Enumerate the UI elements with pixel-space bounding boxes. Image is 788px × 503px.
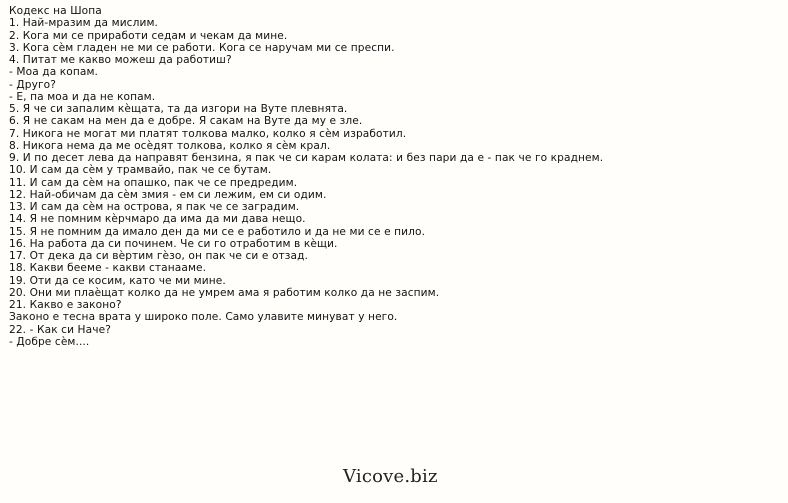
joke-document (9, 5, 781, 348)
text-line: 2. Кога ми се приработи седам и чекам да мине. (9, 29, 288, 42)
text-line: - Добре сѐм.... (9, 335, 90, 348)
text-line: 4. Питат ме какво можеш да работиш? (9, 54, 232, 66)
text-line: - Е, па моа и да не копам. (9, 90, 156, 103)
text-line: 12. Най-обичам да сѐм змия - ем си лежим, ем си одим. (9, 188, 327, 201)
text-line: 17. От дека да си вѐртим гѐзо, он пак че си е отзад. (9, 250, 309, 262)
text-line: 10. И сам да сѐм у трамвайо, пак че се бутам. (9, 164, 272, 177)
text-line: 13. И сам да сѐм на острова, я пак че се заградим. (9, 201, 300, 213)
text-line: 6. Я не сакам на мен да е добре. Я сакам на Вуте да му е зле. (9, 115, 363, 128)
text-line: 7. Никога не могат ми платят толкова малко, колко я сѐм изработил. (9, 127, 407, 140)
site-watermark: Vicove.biz (343, 466, 438, 487)
text-line: 18. Какви бееме - какви станааме. (9, 262, 207, 275)
text-line: Законо е тесна врата у широко поле. Само улавите минуват у него. (9, 311, 398, 324)
text-line: 5. Я че си запалим кѐщата, та да изгори на Вуте плевнята. (9, 103, 348, 115)
text-line: 20. Они ми плаѐщат колко да не умрем ама я работим колко да не заспим. (9, 286, 440, 299)
text-line: 21. Какво е законо? (9, 299, 122, 311)
text-line: 3. Кога сѐм гладен не ми се работи. Кога се наручам ми се преспи. (9, 41, 395, 54)
text-line: 8. Никога нема да ме осѐдят толкова, колко я сѐм крал. (9, 139, 331, 152)
text-line: 11. И сам да сѐм на опашко, пак че се предредим. (9, 176, 298, 189)
text-line: - Моа да копам. (9, 66, 99, 79)
text-line: 14. Я не помним кѐрчмаро да има да ми дава нещо. (9, 213, 306, 226)
text-line: - Друго? (9, 78, 56, 91)
text-line: 22. - Как си Наче? (9, 323, 111, 336)
text-line: 16. На работа да си починем. Че си го отработим в кѐщи. (9, 237, 338, 250)
text-line: 15. Я не помним да имало ден да ми се е работило и да не ми се е пило. (9, 225, 426, 238)
text-line: 9. И по десет лева да направят бензина, я пак че си карам колата: и без пари да е - пак че го краднем. (9, 152, 604, 164)
text-line: 1. Най-мразим да мислим. (9, 17, 159, 30)
document-title: Кодекс на Шопа (9, 5, 102, 17)
text-line: 19. Оти да се косим, като че ми мине. (9, 274, 226, 287)
